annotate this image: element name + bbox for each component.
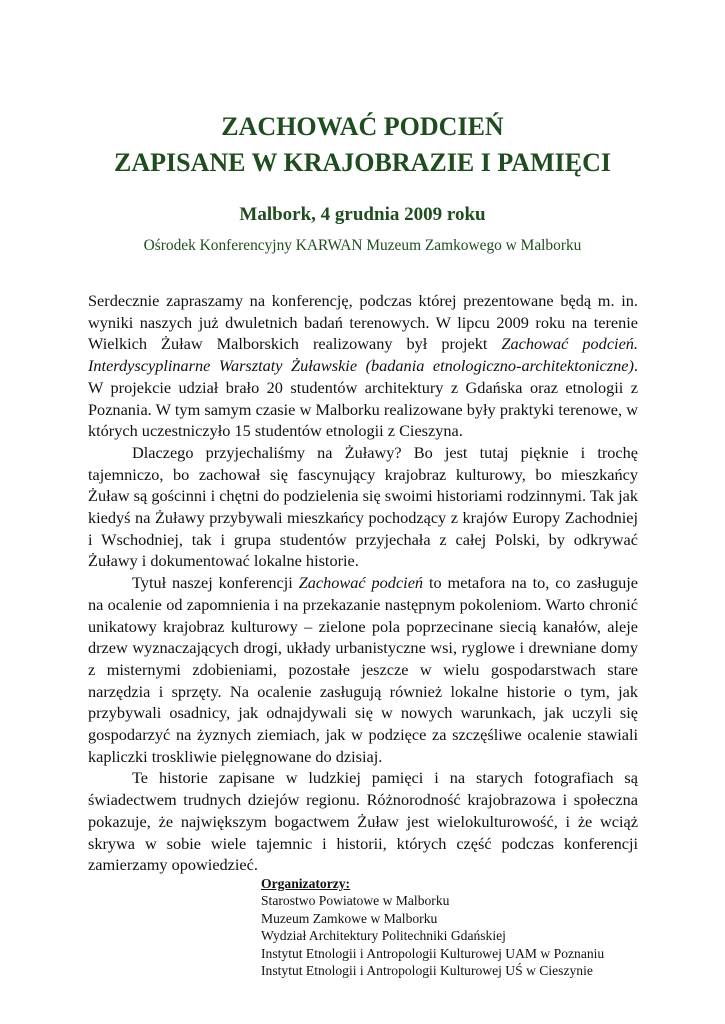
organizer-item: Starostwo Powiatowe w Malborku [261,893,450,909]
event-venue: Ośrodek Konferencyjny KARWAN Muzeum Zamkowego w Malborku [143,237,582,254]
title-line-2: ZAPISANE W KRAJOBRAZIE I PAMIĘCI [114,148,611,177]
organizer-item: Wydział Architektury Politechniki Gdańskiej [261,928,506,944]
paragraph-1 [88,290,638,442]
body-text [88,290,638,876]
organizers-heading: Organizatorzy: [261,876,351,891]
conference-title: Zachować podcień [298,573,424,593]
paragraph-1-text-a: Serdecznie zapraszamy na konferencję, podczas której prezentowane będą m. in. wyniki naszych już dwuletnich badań terenowych. W lipcu 2009 roku na terenie Wielkich Żuław Malborskich realizowany był projekt [88,291,638,354]
paragraph-1-text-b: . W projekcie udział brało 20 studentów architektury z Gdańska oraz etnologii z Poznania. W tym samym czasie w Malborku realizowane były praktyki terenowe, w których uczestniczyło 15 studentów etnologii z Cieszyna. [88,356,638,441]
paragraph-3-text-b: to metafora na to, co zasługuje na ocalenie od zapomnienia i na przekazanie następnym pokoleniom. Warto chronić unikatowy krajobraz kulturowy – zielone pola poprzecinane siecią kanałów, aleje drzew wyznaczających drogi, układy urbanistyczne wsi, ryglowe i drewniane domy z misternymi zdobieniami, pozostałe jeszcze w wielu gospodarstwach stare narzędzia i sprzęty. Na ocalenie zasługują również lokalne historie o tym, jak przybywali osadnicy, jak odnajdywali się w nowych warunkach, jak uczyli się gospodarzyć na żyznych ziemiach, jak w podzięce za szczęśliwe ocalenie stawiali kapliczki troskliwie pielęgnowane do dzisiaj. [88,573,639,766]
title-line-1: ZACHOWAĆ PODCIEŃ [221,112,504,141]
event-date: Malbork, 4 grudnia 2009 roku [239,204,486,225]
organizer-item: Muzeum Zamkowe w Malborku [261,910,438,926]
paragraph-2: Dlaczego przyjechaliśmy na Żuławy? Bo jest tutaj pięknie i trochę tajemniczo, bo zachował się fascynujący krajobraz kulturowy, bo mieszkańcy Żuław są gościnni i chętni do podzielenia się swoimi historiami rodzinnymi. Tak jak kiedyś na Żuławy przybywali mieszkańcy pochodzący z krajów Europy Zachodniej i Wschodniej, tak i grupa studentów przyjechała z całej Polski, by odkrywać Żuławy i dokumentować lokalne historie. [88,442,638,571]
paragraph-3 [88,572,638,767]
organizers-block [261,875,681,979]
paragraph-4: Te historie zapisane w ludzkiej pamięci i na starych fotografiach są świadectwem trudnych dziejów regionu. Różnorodność krajobrazowa i społeczna pokazuje, że największym bogactwem Żuław jest wielokulturowość, i że wciąż skrywa w sobie wiele tajemnic i historii, których część podczas konferencji zamierzamy opowiedzieć. [88,768,638,875]
organizer-item: Instytut Etnologii i Antropologii Kulturowej UŚ w Cieszynie [261,963,593,979]
organizer-item: Instytut Etnologii i Antropologii Kulturowej UAM w Poznaniu [261,945,605,961]
project-title: Zachować podcień. Interdyscyplinarne Warsztaty Żuławskie (badania etnologiczno-architektoniczne) [88,334,639,376]
paragraph-3-text-a: Tytuł naszej konferencji [132,573,299,593]
